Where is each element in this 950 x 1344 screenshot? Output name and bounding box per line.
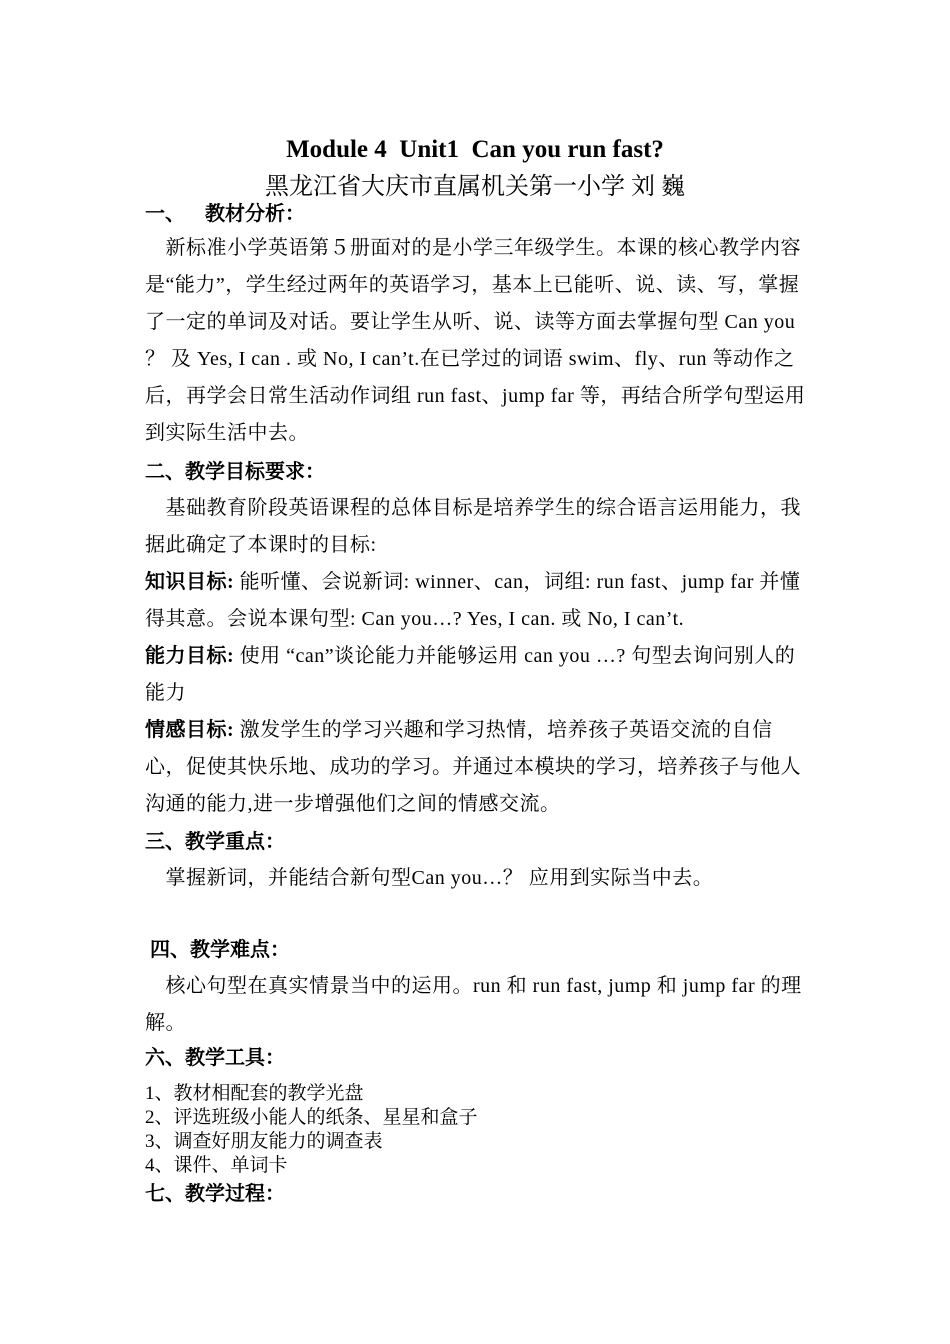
difficulties-paragraph: 核心句型在真实情景当中的运用。run 和 run fast, jump 和 jump far 的理解。 [145, 975, 802, 1034]
analysis-paragraph: 新标准小学英语第５册面对的是小学三年级学生。本课的核心教学内容是“能力”，学生经过两年的英语学习，基本上已能听、说、读、写，掌握了一定的单词及对话。要让学生从听、说、读等方面去掌握句型 Can you ？ 及 Yes, I can . 或 No, I can’t.在已学过的词语 swim、fly、run 等动作之后，再学会日常生活动作词组 run fast、jump far 等，再结合所学句型运用到实际生活中去。 [145, 237, 806, 444]
goals-paragraph: 基础教育阶段英语课程的总体目标是培养学生的综合语言运用能力，我据此确定了本课时的目标: [145, 497, 801, 556]
knowledge-goal-label: 知识目标: [145, 571, 235, 593]
knowledge-goal [145, 564, 810, 638]
ability-goal-text: 使用 “can”谈论能力并能够运用 can you …? 句型去询问别人的能力 [145, 645, 796, 704]
section-heading-process: 七、教学过程： [145, 1183, 285, 1205]
section-heading-analysis: 一、 教材分析： [145, 203, 305, 225]
tools-list [145, 1082, 478, 1178]
section-heading-key-points: 三、教学重点： [145, 831, 285, 853]
ability-goal-label: 能力目标: [145, 645, 235, 667]
section-heading-goals: 二、教学目标要求： [145, 461, 325, 483]
emotion-goal [145, 712, 810, 823]
page-title: Module 4 Unit1 Can you run fast? [286, 136, 664, 163]
list-item: 2、评选班级小能人的纸条、星星和盒子 [145, 1107, 478, 1128]
ability-goal [145, 638, 810, 712]
emotion-goal-label: 情感目标: [145, 719, 235, 741]
key-points-paragraph: 掌握新词，并能结合新句型Can you…？ 应用到实际当中去。 [145, 867, 714, 889]
section-heading-difficulties: 四、教学难点： [145, 939, 290, 961]
emotion-goal-text: 激发学生的学习兴趣和学习热情，培养孩子英语交流的自信心，促使其快乐地、成功的学习。并通过本模块的学习，培养孩子与他人沟通的能力,进一步增强他们之间的情感交流。 [145, 719, 801, 815]
list-item: 3、调查好朋友能力的调查表 [145, 1131, 383, 1152]
list-item: 1、教材相配套的教学光盘 [145, 1083, 364, 1104]
knowledge-goal-text: 能听懂、会说新词: winner、can，词组: run fast、jump far 并懂得其意。会说本课句型: Can you…? Yes, I can. 或 No, I can’t. [145, 571, 801, 630]
author-line: 黑龙江省大庆市直属机关第一小学 刘 巍 [265, 174, 685, 200]
list-item: 4、课件、单词卡 [145, 1155, 288, 1176]
section-heading-tools: 六、教学工具： [145, 1047, 285, 1069]
